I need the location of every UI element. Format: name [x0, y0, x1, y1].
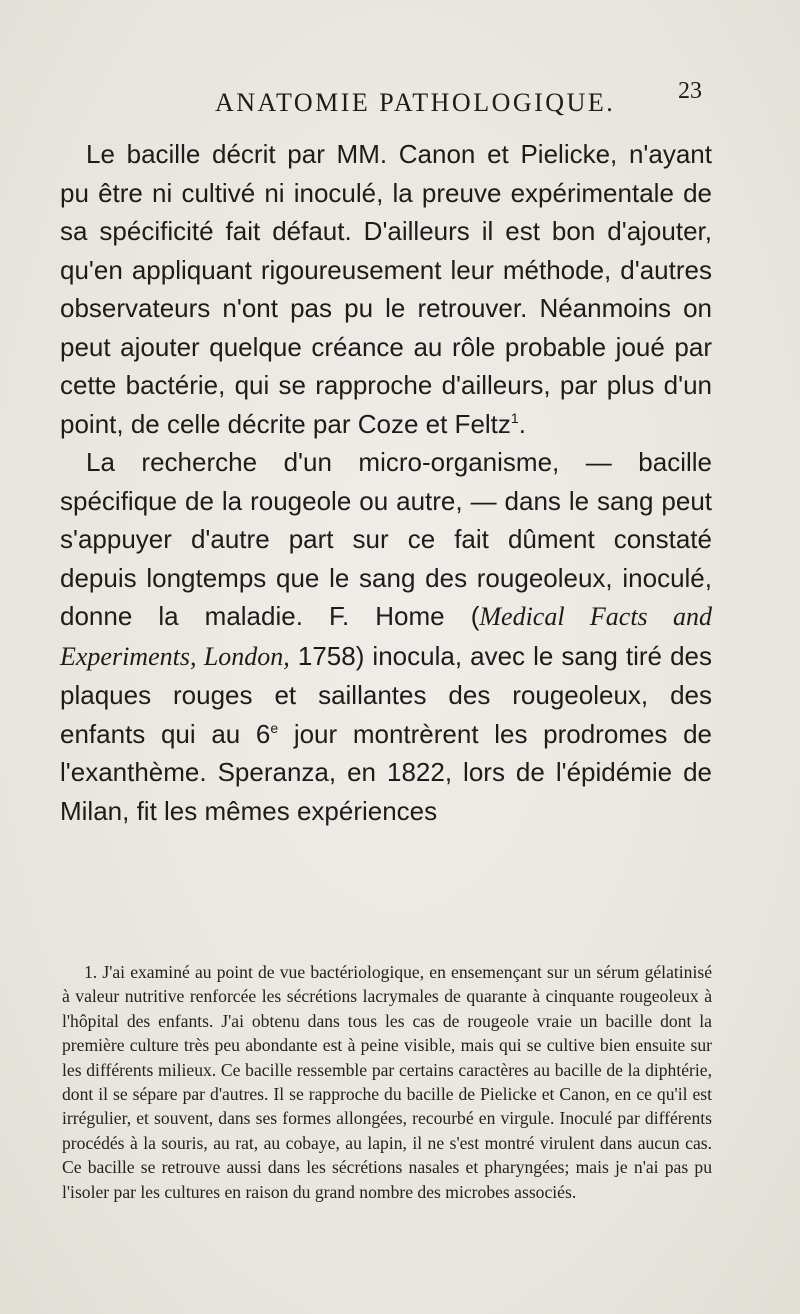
ordinal-superscript: e	[270, 719, 279, 736]
paragraph-1-tail: .	[518, 408, 526, 439]
running-head	[70, 78, 710, 128]
paragraph-2-text: La recherche d'un micro-organisme, — bacille spécifique de la rougeole ou autre, — dans le sang peut s'appuyer d'autre part sur ce fait dûment constaté depuis longtemps que le sang des rougeoleux, inoculé, donne la maladie. F. Home (	[60, 447, 712, 631]
footnote-reference: 1	[510, 409, 519, 426]
paragraph-2-text-cont: 1758) inocula, avec le sang tiré des plaques rouges et saillantes des rougeoleux, des enfants qui au 6	[60, 640, 712, 749]
page-number: 23	[678, 78, 702, 104]
paragraph-2	[60, 443, 712, 830]
footnote-text: 1. J'ai examiné au point de vue bactériologique, en ensemençant sur un sérum gélatinisé à valeur nutritive renforcée les sécrétions lacrymales de quarante à cinquante rougeoleux à l'hôpital des enfants. J'ai obtenu dans tous les cas de rougeole vraie un bacille dont la première culture très peu abondante est à peine visible, mais qui se cultive bien ensuite sur les différents milieux. Ce bacille ressemble par certains caractères au bacille de la diphtérie, dont il se sépare par d'autres. Il se rapproche du bacille de Pielicke et Canon, en ce qu'il est irrégulier, et souvent, dans ses formes allongées, recourbé en virgule. Inoculé par différents procédés à la souris, au rat, au cobaye, au lapin, il ne s'est montré virulent dans aucun cas. Ce bacille se retrouve aussi dans les sécrétions nasales et pharyngées; mais je n'ai pas pu l'isoler par les cultures en raison du grand nombre des microbes associés.	[62, 962, 712, 1202]
paragraph-1-text: Le bacille décrit par MM. Canon et Pielicke, n'ayant pu être ni cultivé ni inoculé, la preuve expérimentale de sa spécificité fait défaut. D'ailleurs il est bon d'ajouter, qu'en appliquant rigoureusement leur méthode, d'autres observateurs n'ont pas pu le retrouver. Néanmoins on peut ajouter quelque créance au rôle probable joué par cette bactérie, qui se rapproche d'ailleurs, par plus d'un point, de celle décrite par Coze et Feltz	[60, 139, 712, 439]
body-text	[60, 135, 712, 830]
citation-title: Medical Facts and Experiments, London,	[60, 602, 713, 671]
running-title: ANATOMIE PATHOLOGIQUE.	[215, 88, 616, 117]
footnote	[62, 960, 712, 1204]
paragraph-1	[60, 135, 712, 443]
paragraph-2-tail: jour montrèrent les prodromes de l'exanthème. Speranza, en 1822, lors de l'épidémie de Milan, fit les mêmes expériences	[60, 718, 712, 826]
